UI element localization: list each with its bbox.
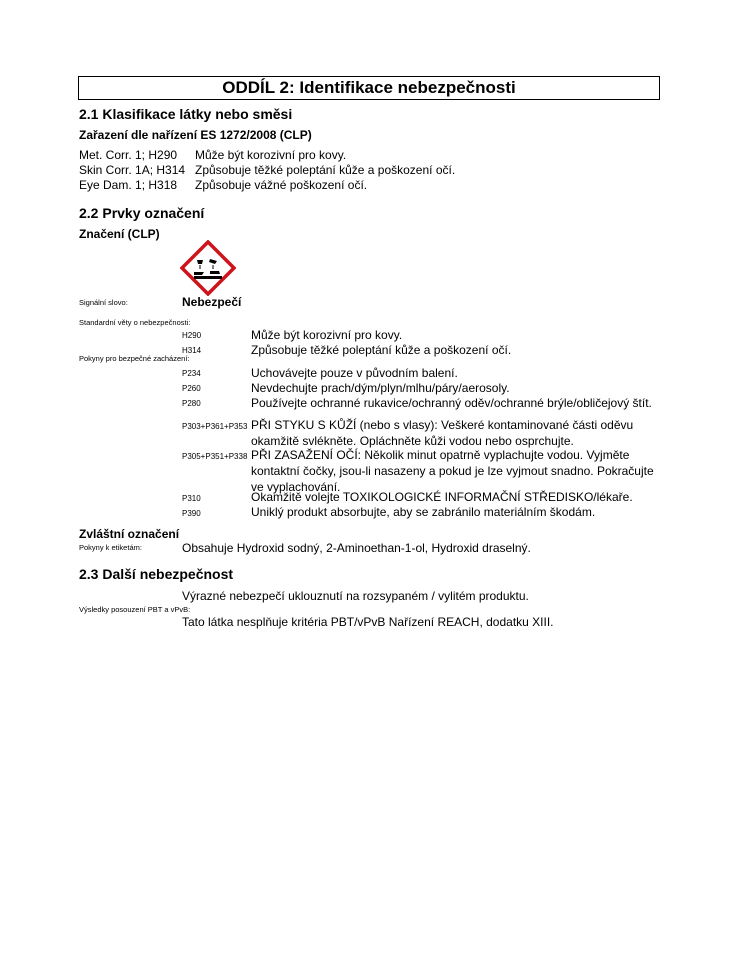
section-title: ODDÍL 2: Identifikace nebezpečnosti — [78, 76, 660, 100]
hazard-text: Může být korozivní pro kovy. — [251, 328, 403, 342]
precaution-text: Uniklý produkt absorbujte, aby se zabránilo materiálním škodám. — [251, 505, 596, 519]
precaution-code: P260 — [182, 384, 201, 393]
pbt-assessment-text: Tato látka nesplňuje kritéria PBT/vPvB Nařízení REACH, dodatku XIII. — [182, 615, 554, 629]
classification-code: Met. Corr. 1; H290 — [79, 148, 178, 162]
signal-word: Nebezpečí — [182, 295, 242, 309]
precaution-text: Uchovávejte pouze v původním balení. — [251, 366, 458, 380]
precaution-text: Používejte ochranné rukavice/ochranný oděv/ochranné brýle/obličejový štít. — [251, 396, 652, 410]
precaution-code: P303+P361+P353 — [182, 422, 248, 431]
precautionary-statements-label: Pokyny pro bezpečné zacházení: — [79, 354, 190, 363]
precaution-text: PŘI ZASAŽENÍ OČÍ: Několik minut opatrně vyplachujte vodou. Vyjměte kontaktní čočky, jsou-li nasazeny a pokud je lze vyjmout snadno. Pokračujte ve vyplachování. — [251, 448, 654, 494]
clp-labelling-subheading: Značení (CLP) — [79, 227, 160, 241]
signal-word-label: Signální slovo: — [79, 298, 128, 307]
precaution-code: P234 — [182, 369, 201, 378]
precaution-text: Okamžitě volejte TOXIKOLOGICKÉ INFORMAČNÍ STŘEDISKO/lékaře. — [251, 490, 633, 504]
corrosion-pictogram-icon — [180, 240, 236, 296]
other-hazard-text: Výrazné nebezpečí uklouznutí na rozsypaném / vylitém produktu. — [182, 589, 529, 603]
hazard-code: H290 — [182, 331, 202, 340]
label-info-label: Pokyny k etiketám: — [79, 543, 142, 552]
label-info-text: Obsahuje Hydroxid sodný, 2-Aminoethan-1-ol, Hydroxid draselný. — [182, 541, 531, 555]
section-2-1-heading: 2.1 Klasifikace látky nebo směsi — [79, 106, 293, 122]
precaution-text: PŘI STYKU S KŮŽÍ (nebo s vlasy): Veškeré kontaminované části oděvu okamžitě svlékněte. Opláchněte kůži vodou nebo osprchujte. — [251, 418, 634, 448]
precaution-code: P305+P351+P338 — [182, 452, 248, 461]
classification-code: Skin Corr. 1A; H314 — [79, 163, 186, 177]
classification-text: Může být korozivní pro kovy. — [195, 148, 347, 162]
classification-text: Způsobuje vážné poškození očí. — [195, 178, 368, 192]
classification-text: Způsobuje těžké poleptání kůže a poškození očí. — [195, 163, 456, 177]
hazard-statements-label: Standardní věty o nebezpečnosti: — [79, 318, 191, 327]
special-labelling-heading: Zvláštní označení — [79, 527, 180, 541]
precaution-code: P310 — [182, 494, 201, 503]
section-2-3-heading: 2.3 Další nebezpečnost — [79, 566, 234, 582]
precaution-code: P390 — [182, 509, 201, 518]
precaution-code: P280 — [182, 399, 201, 408]
precaution-text: Nevdechujte prach/dým/plyn/mlhu/páry/aerosoly. — [251, 381, 510, 395]
pbt-assessment-label: Výsledky posouzení PBT a vPvB: — [79, 605, 191, 614]
section-2-2-heading: 2.2 Prvky označení — [79, 205, 205, 221]
hazard-code: H314 — [182, 346, 202, 355]
clp-classification-subheading: Zařazení dle nařízení ES 1272/2008 (CLP) — [79, 128, 312, 142]
hazard-text: Způsobuje těžké poleptání kůže a poškození očí. — [251, 343, 512, 357]
classification-code: Eye Dam. 1; H318 — [79, 178, 178, 192]
